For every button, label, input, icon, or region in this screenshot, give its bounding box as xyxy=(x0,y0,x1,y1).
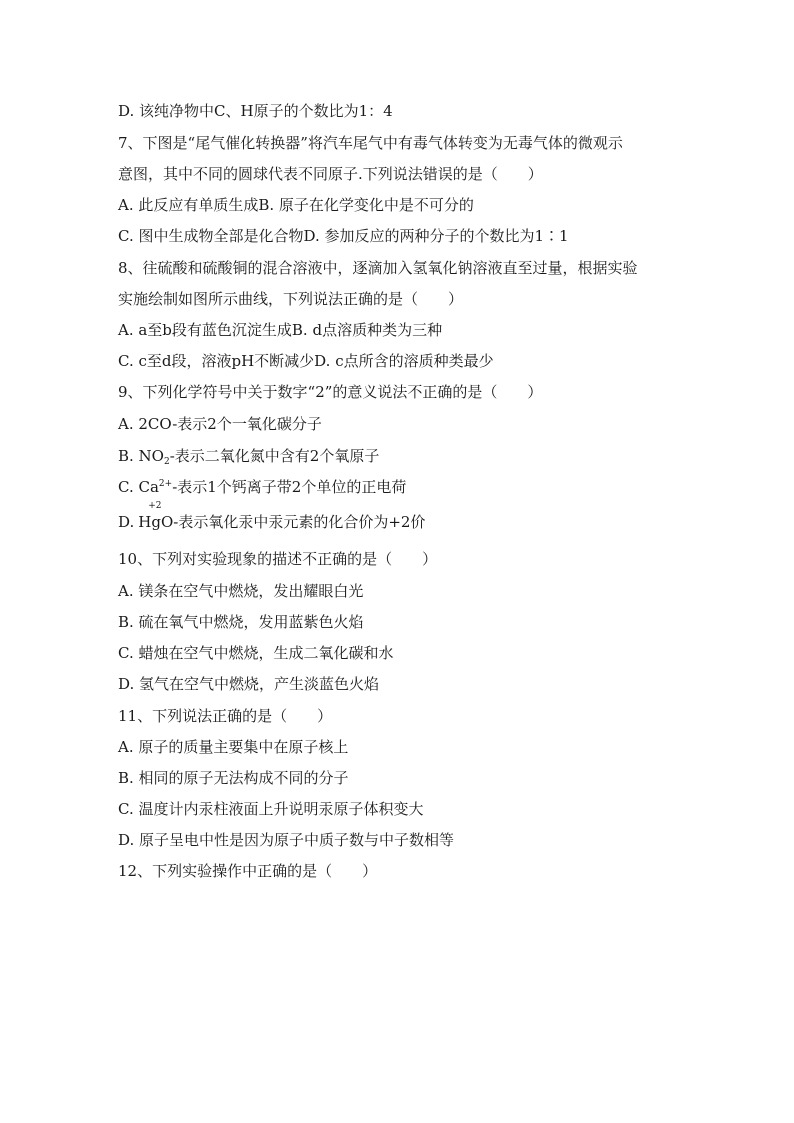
q9-option-d-prefix: D. xyxy=(118,513,135,531)
q7-options-cd: C. 图中生成物全部是化合物D. 参加反应的两种分子的个数比为1∶1 xyxy=(118,227,569,245)
q8-options-cd: C. c至d段，溶液pH不断减少D. c点所含的溶质种类最少 xyxy=(118,352,494,370)
q10-stem: 10、下列对实验现象的描述不正确的是（ ） xyxy=(118,550,438,568)
q11-option-d: D. 原子呈电中性是因为原子中质子数与中子数相等 xyxy=(118,831,455,849)
q7-stem-line2: 意图，其中不同的圆球代表不同原子.下列说法错误的是（ ） xyxy=(118,165,543,183)
q9-option-d xyxy=(118,501,718,532)
q8-stem-line1: 8、往硫酸和硫酸铜的混合溶液中，逐滴加入氢氧化钠溶液直至过量，根据实验 xyxy=(118,259,638,277)
q9-option-d-suffix: -表示氧化汞中汞元素的化合价为+2价 xyxy=(173,513,426,531)
q9-option-c-superscript: 2+ xyxy=(158,479,173,489)
q9-option-b xyxy=(118,446,718,466)
q11-option-c: C. 温度计内汞柱液面上升说明汞原子体积变大 xyxy=(118,800,424,818)
formula-text: HgO xyxy=(138,513,174,531)
q9-option-b-prefix: B. NO xyxy=(118,447,164,465)
q9-option-b-subscript: 2 xyxy=(163,457,170,467)
q11-option-a: A. 原子的质量主要集中在原子核上 xyxy=(118,738,349,756)
q7-stem-line1: 7、下图是“尾气催化转换器”将汽车尾气中有毒气体转变为无毒气体的微观示 xyxy=(118,134,623,152)
q9-option-a: A. 2CO-表示2个一氧化碳分子 xyxy=(118,415,322,433)
q9-stem: 9、下列化学符号中关于数字“2”的意义说法不正确的是（ ） xyxy=(118,383,543,401)
q12-stem: 12、下列实验操作中正确的是（ ） xyxy=(118,862,378,880)
mercury-oxide-formula xyxy=(138,501,174,532)
q8-options-ab: A. a至b段有蓝色沉淀生成B. d点溶质种类为三种 xyxy=(118,321,443,339)
q9-option-c xyxy=(118,477,718,497)
q9-option-c-prefix: C. Ca xyxy=(118,478,159,496)
q8-stem-line2: 实施绘制如图所示曲线，下列说法正确的是（ ） xyxy=(118,290,464,308)
q6-option-d: D. 该纯净物中C、H原子的个数比为1：4 xyxy=(118,102,393,120)
q7-options-ab: A. 此反应有单质生成B. 原子在化学变化中是不可分的 xyxy=(118,196,474,214)
q10-option-a: A. 镁条在空气中燃烧，发出耀眼白光 xyxy=(118,582,364,600)
q9-option-b-suffix: -表示二氧化氮中含有2个氧原子 xyxy=(169,447,380,465)
q10-option-b: B. 硫在氧气中燃烧，发用蓝紫色火焰 xyxy=(118,613,364,631)
q11-stem: 11、下列说法正确的是（ ） xyxy=(118,707,333,725)
q10-option-c: C. 蜡烛在空气中燃烧，生成二氧化碳和水 xyxy=(118,644,394,662)
q11-option-b: B. 相同的原子无法构成不同的分子 xyxy=(118,769,349,787)
valence-mark: +2 xyxy=(148,501,162,511)
q10-option-d: D. 氢气在空气中燃烧，产生淡蓝色火焰 xyxy=(118,675,380,693)
q9-option-c-suffix: -表示1个钙离子带2个单位的正电荷 xyxy=(172,478,407,496)
